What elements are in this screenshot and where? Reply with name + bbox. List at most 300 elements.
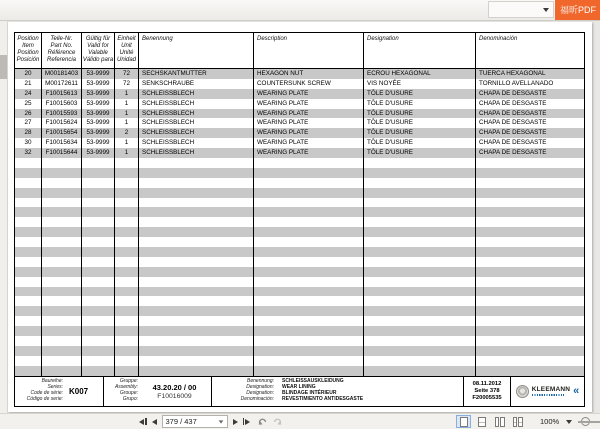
cell: SCHLEISSBLECH xyxy=(139,138,254,148)
cell xyxy=(476,178,584,188)
cell: 1 xyxy=(115,148,139,158)
cell xyxy=(364,188,476,198)
footer-meta-block xyxy=(464,377,511,406)
previous-view-icon[interactable] xyxy=(257,417,268,427)
cell xyxy=(364,207,476,217)
cell xyxy=(476,237,584,247)
column-header: Benennung xyxy=(139,33,254,68)
cell: F10015613 xyxy=(42,89,82,99)
cell: M00181403 xyxy=(42,69,82,79)
cell xyxy=(115,316,139,326)
cell: TÔLE D'USURE xyxy=(364,109,476,119)
cell xyxy=(254,316,364,326)
cell xyxy=(476,207,584,217)
empty-row xyxy=(15,366,584,376)
cell xyxy=(42,356,82,366)
cell xyxy=(254,207,364,217)
brand-emblem-icon xyxy=(516,385,529,398)
cell xyxy=(364,326,476,336)
cell: 32 xyxy=(15,148,42,158)
empty-row xyxy=(15,178,584,188)
cell xyxy=(476,346,584,356)
page-number: Seite 378 xyxy=(474,387,500,394)
cell xyxy=(15,207,42,217)
cell: WEARING PLATE xyxy=(254,109,364,119)
cell: 53-9999 xyxy=(82,99,115,109)
cell xyxy=(82,356,115,366)
cell xyxy=(115,346,139,356)
cell xyxy=(254,306,364,316)
cell xyxy=(254,188,364,198)
column-header: Position Item Position Posición xyxy=(15,33,42,68)
cell xyxy=(82,227,115,237)
navigation-panel-rail[interactable] xyxy=(0,21,8,413)
cell: CHAPA DE DESGASTE xyxy=(479,99,547,107)
cell xyxy=(139,178,254,188)
cell xyxy=(15,336,42,346)
cell: HEXAGON NUT xyxy=(254,69,364,79)
cell xyxy=(42,287,82,297)
continuous-view-icon[interactable] xyxy=(474,415,489,428)
cell xyxy=(139,296,254,306)
cell xyxy=(115,336,139,346)
cell xyxy=(476,198,584,208)
cell xyxy=(139,326,254,336)
cell xyxy=(254,227,364,237)
cell xyxy=(364,267,476,277)
series-labels xyxy=(15,379,63,403)
cell xyxy=(476,227,584,237)
cell xyxy=(15,158,42,168)
column-header: Einheit Unit Unité Unidad xyxy=(115,33,139,68)
assembly-part-number: F10016009 xyxy=(157,392,192,400)
cell xyxy=(115,207,139,217)
cell xyxy=(254,356,364,366)
cell xyxy=(139,316,254,326)
cell xyxy=(15,227,42,237)
cell: CHAPA DE DESGASTE xyxy=(479,109,547,117)
table-row xyxy=(15,148,584,158)
table-row xyxy=(15,79,584,89)
cell xyxy=(139,336,254,346)
value: BLINDAGE INTÉRIEUR xyxy=(282,390,337,397)
cell: 1 xyxy=(115,99,139,109)
zoom-level[interactable]: 100% xyxy=(540,417,560,426)
cell xyxy=(254,237,364,247)
column-header: Gültig für Valid for Valable Válido para xyxy=(82,33,115,68)
value: SCHLEISSAUSKLEIDUNG xyxy=(282,378,344,385)
empty-row xyxy=(15,227,584,237)
cell xyxy=(115,326,139,336)
table-row xyxy=(15,128,584,138)
cell: TÔLE D'USURE xyxy=(364,118,476,128)
first-page-icon[interactable] xyxy=(139,418,147,425)
page-number-input[interactable] xyxy=(162,415,228,428)
cell xyxy=(42,296,82,306)
viewer-statusbar xyxy=(0,413,600,429)
cell: WEARING PLATE xyxy=(254,148,364,158)
cell: WEARING PLATE xyxy=(254,128,364,138)
table-row xyxy=(15,109,584,119)
next-page-icon[interactable] xyxy=(233,419,238,425)
label: Grupo: xyxy=(122,396,138,403)
cell xyxy=(82,217,115,227)
cell xyxy=(82,188,115,198)
cell: WEARING PLATE xyxy=(254,99,364,109)
cell: F10015624 xyxy=(42,118,82,128)
cell xyxy=(139,227,254,237)
cell xyxy=(15,247,42,257)
continuous-facing-view-icon[interactable] xyxy=(510,415,525,428)
cell: CHAPA DE DESGASTE xyxy=(479,119,547,127)
cell xyxy=(82,366,115,376)
cell xyxy=(115,287,139,297)
table-row xyxy=(15,99,584,109)
cell xyxy=(476,247,584,257)
toolbar-combobox[interactable] xyxy=(488,1,554,18)
label: Designation: xyxy=(246,384,274,391)
cell: 1 xyxy=(115,89,139,99)
empty-row xyxy=(15,217,584,227)
cell xyxy=(254,198,364,208)
cell xyxy=(476,188,584,198)
label: Gruppe: xyxy=(119,378,138,385)
designation-labels xyxy=(212,379,274,403)
cell xyxy=(476,336,584,346)
empty-row xyxy=(15,207,584,217)
table-header-row xyxy=(15,33,584,69)
cell xyxy=(82,257,115,267)
cell: 53-9999 xyxy=(82,69,115,79)
cell xyxy=(254,326,364,336)
cell xyxy=(42,188,82,198)
cell xyxy=(82,158,115,168)
page-indicator: 379 / 437 xyxy=(165,417,197,426)
empty-row xyxy=(15,188,584,198)
column-header: Designation xyxy=(364,33,476,68)
empty-row xyxy=(15,247,584,257)
cell xyxy=(15,277,42,287)
cell: 53-9999 xyxy=(82,148,115,158)
page-navigation xyxy=(139,415,283,428)
cell xyxy=(82,346,115,356)
cell: ECROU HEXAGONAL xyxy=(364,69,476,79)
cell: WEARING PLATE xyxy=(254,118,364,128)
cell xyxy=(42,198,82,208)
cell xyxy=(82,178,115,188)
cell xyxy=(139,306,254,316)
cell: F10015634 xyxy=(42,138,82,148)
label: Assembly: xyxy=(114,384,138,391)
cell xyxy=(254,247,364,257)
assembly-number: 43.20.20 / 00 xyxy=(152,382,197,392)
cell xyxy=(115,227,139,237)
view-tools xyxy=(456,415,590,428)
cell xyxy=(476,287,584,297)
cell xyxy=(139,198,254,208)
brand-dots xyxy=(532,394,564,396)
cell xyxy=(476,217,584,227)
cell xyxy=(15,346,42,356)
previous-page-icon[interactable] xyxy=(152,419,157,425)
cell xyxy=(15,188,42,198)
chevron-down-icon[interactable] xyxy=(543,8,549,12)
cell: CHAPA DE DESGASTE xyxy=(479,129,547,137)
cell xyxy=(82,277,115,287)
cell xyxy=(139,356,254,366)
label: Series: xyxy=(47,384,63,391)
cell xyxy=(254,277,364,287)
cell xyxy=(254,158,364,168)
cell xyxy=(139,277,254,287)
cell xyxy=(139,366,254,376)
cell xyxy=(15,178,42,188)
footer-brand-block xyxy=(511,377,584,406)
cell xyxy=(115,356,139,366)
cell: SCHLEISSBLECH xyxy=(139,128,254,138)
cell: F10015654 xyxy=(42,128,82,138)
value: WEAR LINING xyxy=(282,384,316,391)
next-view-icon[interactable] xyxy=(272,417,283,427)
label: Código de serie: xyxy=(26,396,63,403)
cell: TÔLE D'USURE xyxy=(364,99,476,109)
cell: CHAPA DE DESGASTE xyxy=(479,139,547,147)
empty-row xyxy=(15,346,584,356)
cell xyxy=(115,237,139,247)
cell xyxy=(42,336,82,346)
cell xyxy=(254,178,364,188)
cell xyxy=(364,306,476,316)
cell xyxy=(476,306,584,316)
cell xyxy=(476,326,584,336)
brand-wordmark: KLEEMANN xyxy=(531,385,571,393)
cell: 53-9999 xyxy=(82,138,115,148)
cell xyxy=(364,296,476,306)
cell xyxy=(82,316,115,326)
empty-row xyxy=(15,316,584,326)
cell: SCHLEISSBLECH xyxy=(139,118,254,128)
footer-group-block xyxy=(104,377,212,406)
empty-row xyxy=(15,158,584,168)
table-row xyxy=(15,69,584,79)
table-row xyxy=(15,89,584,99)
cell xyxy=(364,277,476,287)
cell xyxy=(42,217,82,227)
empty-row xyxy=(15,277,584,287)
cell xyxy=(254,267,364,277)
cell xyxy=(364,198,476,208)
cell xyxy=(364,316,476,326)
cell: 24 xyxy=(15,89,42,99)
cell xyxy=(476,158,584,168)
cell xyxy=(115,267,139,277)
cell: F10015593 xyxy=(42,109,82,119)
cell: 30 xyxy=(15,138,42,148)
cell: CHAPA DE DESGASTE xyxy=(479,149,547,157)
cell xyxy=(42,346,82,356)
cell: CHAPA DE DESGASTE xyxy=(479,89,547,97)
cell xyxy=(139,188,254,198)
cell xyxy=(115,277,139,287)
document-number: F20005535 xyxy=(472,394,502,401)
cell xyxy=(139,217,254,227)
date: 08.11.2012 xyxy=(472,380,502,387)
cell xyxy=(82,237,115,247)
cell: SCHLEISSBLECH xyxy=(139,99,254,109)
group-labels xyxy=(104,379,138,403)
cell xyxy=(139,158,254,168)
cell: TÔLE D'USURE xyxy=(364,148,476,158)
cell xyxy=(364,247,476,257)
cell xyxy=(42,207,82,217)
cell xyxy=(364,346,476,356)
parts-table xyxy=(14,32,585,407)
empty-row xyxy=(15,326,584,336)
table-row xyxy=(15,138,584,148)
label: Code de série: xyxy=(30,390,63,397)
cell: 53-9999 xyxy=(82,118,115,128)
cell xyxy=(115,296,139,306)
label: Designation: xyxy=(246,390,274,397)
cell xyxy=(364,257,476,267)
cell xyxy=(15,237,42,247)
cell: WEARING PLATE xyxy=(254,89,364,99)
cell xyxy=(115,247,139,257)
cell xyxy=(15,296,42,306)
cell: 27 xyxy=(15,118,42,128)
cell xyxy=(139,207,254,217)
cell: 26 xyxy=(15,109,42,119)
cell xyxy=(364,237,476,247)
cell xyxy=(476,316,584,326)
cell xyxy=(15,198,42,208)
cell xyxy=(476,168,584,178)
cell xyxy=(42,158,82,168)
cell xyxy=(139,346,254,356)
label: Baureihe: xyxy=(41,378,63,385)
cell: F10015603 xyxy=(42,99,82,109)
empty-row xyxy=(15,267,584,277)
cell xyxy=(15,366,42,376)
cell: 72 xyxy=(115,69,139,79)
cell xyxy=(139,257,254,267)
label: Groupe: xyxy=(119,390,138,397)
cell: SCHLEISSBLECH xyxy=(139,89,254,99)
cell xyxy=(476,366,584,376)
cell xyxy=(254,217,364,227)
cell xyxy=(364,366,476,376)
panel-handle[interactable] xyxy=(0,55,7,79)
cell xyxy=(139,168,254,178)
cell xyxy=(82,306,115,316)
footer-designation-block xyxy=(212,377,464,406)
cell xyxy=(82,247,115,257)
cell xyxy=(254,287,364,297)
zoom-slider[interactable] xyxy=(578,421,600,423)
cell xyxy=(364,168,476,178)
cell xyxy=(254,257,364,267)
empty-row xyxy=(15,287,584,297)
cell xyxy=(115,168,139,178)
cell xyxy=(115,188,139,198)
cell xyxy=(82,287,115,297)
brand-chevrons-icon: « xyxy=(573,385,580,398)
cell xyxy=(364,217,476,227)
cell xyxy=(15,257,42,267)
empty-row xyxy=(15,237,584,247)
cell xyxy=(115,158,139,168)
cell xyxy=(364,227,476,237)
footer-series-block xyxy=(15,377,104,406)
cell: 2 xyxy=(115,128,139,138)
cell xyxy=(115,198,139,208)
cell xyxy=(82,198,115,208)
cell xyxy=(115,217,139,227)
cell: 53-9999 xyxy=(82,128,115,138)
cell: 72 xyxy=(115,79,139,89)
cell xyxy=(82,207,115,217)
cell: 28 xyxy=(15,128,42,138)
cell: 25 xyxy=(15,99,42,109)
cell xyxy=(42,178,82,188)
cell xyxy=(82,296,115,306)
table-body xyxy=(15,69,584,376)
cell xyxy=(115,178,139,188)
cell xyxy=(476,267,584,277)
cell xyxy=(139,287,254,297)
cell xyxy=(254,346,364,356)
cell xyxy=(42,326,82,336)
facing-pages-view-icon[interactable] xyxy=(492,415,507,428)
cell xyxy=(82,168,115,178)
zoom-dropdown-icon[interactable] xyxy=(566,420,572,424)
empty-row xyxy=(15,257,584,267)
cell: VIS NOYÉE xyxy=(364,79,476,89)
cell xyxy=(82,336,115,346)
cell xyxy=(254,366,364,376)
cell xyxy=(115,257,139,267)
chevron-down-icon[interactable] xyxy=(218,420,223,423)
cell xyxy=(42,227,82,237)
label: Benennung: xyxy=(247,378,274,385)
cell xyxy=(364,356,476,366)
cell: TUERCA HEXAGONAL xyxy=(479,70,546,77)
cell xyxy=(42,237,82,247)
single-page-view-icon[interactable] xyxy=(456,415,471,428)
cell: TORNILLO AVELLANADO xyxy=(479,79,554,87)
cell xyxy=(254,336,364,346)
empty-row xyxy=(15,336,584,346)
cell: SECHSKANTMUTTER xyxy=(139,69,254,79)
last-page-icon[interactable] xyxy=(243,418,251,425)
cell xyxy=(15,326,42,336)
cell: M00172611 xyxy=(42,79,82,89)
cell: COUNTERSUNK SCREW xyxy=(254,79,364,89)
cell xyxy=(364,336,476,346)
cell xyxy=(82,267,115,277)
cell xyxy=(15,287,42,297)
cell xyxy=(42,277,82,287)
foxit-plugin-button[interactable]: 福昕PDF xyxy=(555,0,600,20)
empty-row xyxy=(15,198,584,208)
cell xyxy=(42,257,82,267)
cell: 53-9999 xyxy=(82,89,115,99)
empty-row xyxy=(15,306,584,316)
cell: WEARING PLATE xyxy=(254,138,364,148)
cell xyxy=(42,168,82,178)
cell xyxy=(139,267,254,277)
cell: 1 xyxy=(115,138,139,148)
